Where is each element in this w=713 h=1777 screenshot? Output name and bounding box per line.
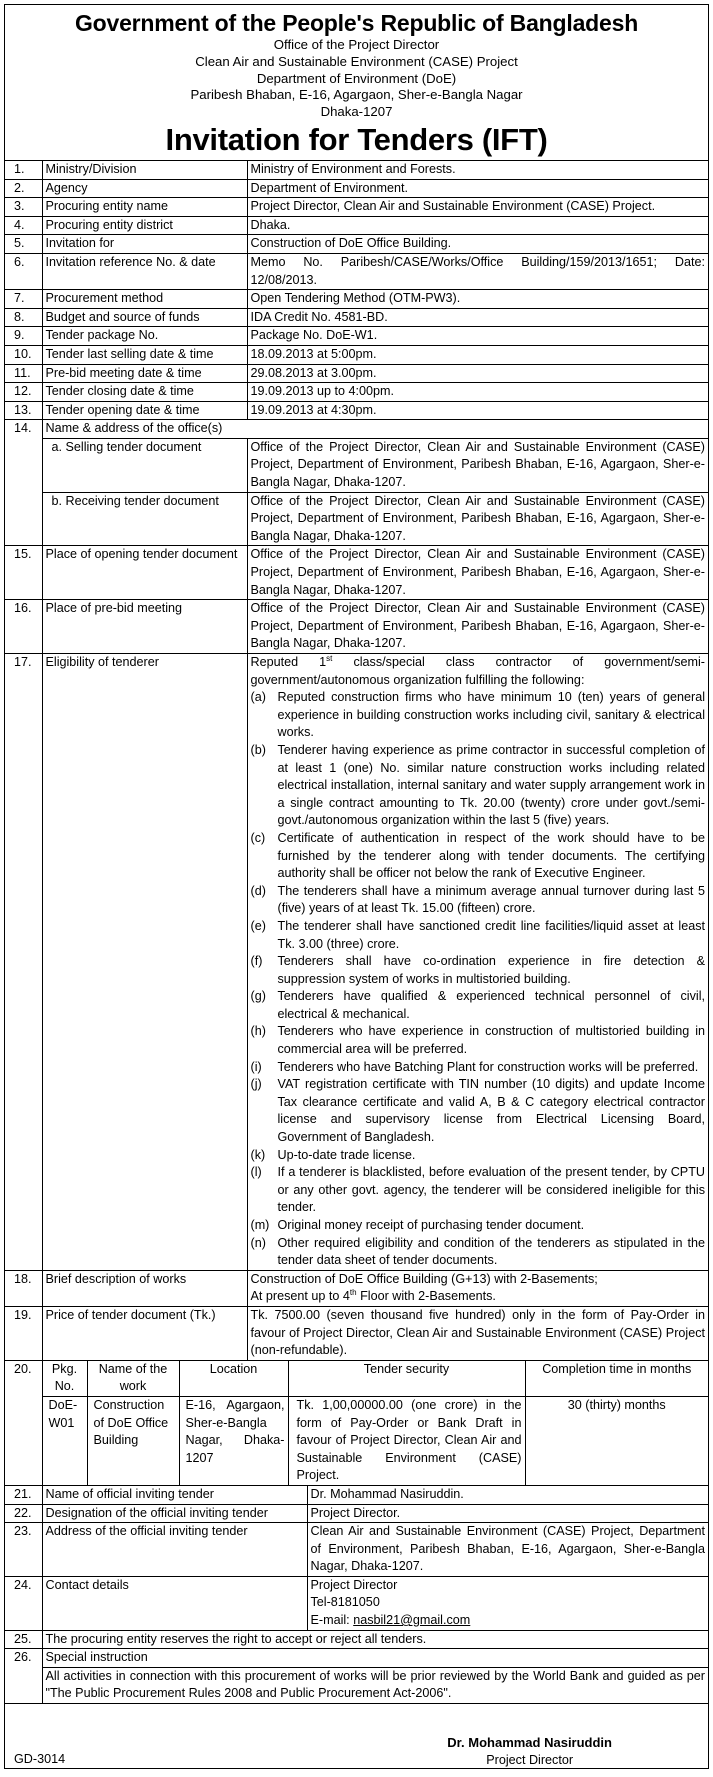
row-label: Tender opening date & time	[42, 401, 247, 420]
row-label: Brief description of works	[42, 1270, 247, 1306]
government-title: Government of the People's Republic of Bangladesh	[74, 10, 639, 36]
row-number: 4.	[5, 216, 42, 235]
eligibility-criteria	[247, 654, 708, 1271]
list-item: (m) Original money receipt of purchasing tender document.	[250, 1218, 585, 1233]
row-number: 22.	[5, 1504, 42, 1523]
row-value: Project Director.	[307, 1504, 708, 1523]
row-value: Project Director, Clean Air and Sustainable Environment (CASE) Project.	[247, 198, 708, 217]
row-value: Tk. 7500.00 (seven thousand five hundred) only in the form of Pay-Order in favour of Project Director, Clean Air and Sustainable Environment (CASE) Project (non-refundable).	[247, 1306, 708, 1360]
row-number: 20.	[5, 1361, 42, 1486]
row-label: Invitation reference No. & date	[42, 253, 247, 289]
table-row	[5, 198, 708, 217]
row-number: 9.	[5, 327, 42, 346]
notice-code: GD-3014	[14, 1752, 66, 1766]
table-row	[5, 216, 708, 235]
row-label: Tender closing date & time	[42, 383, 247, 402]
row-number: 3.	[5, 198, 42, 217]
row-value: Office of the Project Director, Clean Air and Sustainable Environment (CASE) Project, Department of Environment, Paribesh Bhaban, E-16, Agargaon, Sher-e-Bangla Nagar, Dhaka-1207.	[247, 546, 708, 600]
list-item: (h) Tenderers who have experience in construction of multistoried building in commercial area will be preferred.	[250, 1024, 705, 1057]
table-row	[5, 253, 708, 289]
special-instruction: All activities in connection with this procurement of works will be prior reviewed by the World Bank and guided as per "The Public Procurement Rules 2008 and Public Procurement Act-2006".	[42, 1667, 708, 1703]
row-number: 6.	[5, 253, 42, 289]
row-number: 18.	[5, 1270, 42, 1306]
list-item: (j) VAT registration certificate with TIN number (10 digits) and update Income Tax clearance certificate and valid A, B & C category electrical contractor license and supervisory license from Electrical Licensing Board, Government of Bangladesh.	[250, 1077, 705, 1145]
row-value: Package No. DoE-W1.	[247, 327, 708, 346]
office-address: Paribesh Bhaban, E-16, Agargaon, Sher-e-Bangla Nagar	[190, 87, 523, 103]
contact-details: Project Director Tel-8181050 E-mail: nasbil21@gmail.com	[307, 1576, 708, 1630]
row-value: IDA Credit No. 4581-BD.	[247, 308, 708, 327]
selling-office-label: a. Selling tender document	[42, 438, 247, 492]
row-label: Name & address of the office(s)	[42, 420, 708, 439]
row-label: Contact details	[42, 1576, 307, 1630]
row-number: 1.	[5, 160, 42, 179]
table-row	[5, 1504, 708, 1523]
notice-title: Invitation for Tenders (IFT)	[165, 121, 548, 157]
package-table	[5, 1361, 708, 1486]
column-header: Completion time in months	[525, 1361, 708, 1397]
table-row	[5, 1270, 708, 1306]
row-number: 25.	[5, 1630, 42, 1649]
row-number: 12.	[5, 383, 42, 402]
row-label: Special instruction	[42, 1649, 708, 1668]
notice-footer	[5, 1732, 708, 1768]
list-item: (c) Certificate of authentication in respect of the work should have to be furnished by the tenderer along with tender documents. The certifying authority shall be officer not below the rank of Executive Engineer.	[250, 830, 705, 881]
row-label: Name of official inviting tender	[42, 1486, 307, 1504]
official-table	[5, 1486, 708, 1704]
receiving-office-value: Office of the Project Director, Clean Air and Sustainable Environment (CASE) Project, Department of Environment, Paribesh Bhaban, E-16, Agargaon, Sher-e-Bangla Nagar, Dhaka-1207.	[247, 492, 708, 546]
table-row	[5, 383, 708, 402]
tender-notice	[4, 4, 709, 1769]
row-number: 23.	[5, 1523, 42, 1577]
row-number: 16.	[5, 600, 42, 654]
row-number: 10.	[5, 345, 42, 364]
table-row	[5, 1576, 708, 1630]
row-label: Tender last selling date & time	[42, 345, 247, 364]
row-value: 18.09.2013 at 5:00pm.	[247, 345, 708, 364]
package-number: DoE-W01	[42, 1396, 87, 1485]
row-label: Agency	[42, 179, 247, 198]
table-row	[5, 235, 708, 254]
table-row	[5, 438, 708, 492]
tender-security: Tk. 1,00,00000.00 (one crore) in the form of Pay-Order or Bank Draft in favour of Project Director, Clean Air and Sustainable Environment (CASE) Project.	[288, 1396, 525, 1485]
work-name: Construction of DoE Office Building	[87, 1396, 179, 1485]
row-number: 14.	[5, 420, 42, 546]
row-label: Address of the official inviting tender	[42, 1523, 307, 1577]
list-item: (e) The tenderer shall have sanctioned credit line facilities/liquid asset at least Tk. 3.00 (three) crore.	[250, 918, 705, 951]
table-row	[5, 654, 708, 1271]
table-row	[5, 364, 708, 383]
tender-details-table	[5, 160, 708, 1361]
selling-office-value: Office of the Project Director, Clean Air and Sustainable Environment (CASE) Project, Department of Environment, Paribesh Bhaban, E-16, Agargaon, Sher-e-Bangla Nagar, Dhaka-1207.	[247, 438, 708, 492]
table-row	[5, 420, 708, 439]
office-city: Dhaka-1207	[320, 104, 393, 120]
row-value: Dhaka.	[247, 216, 708, 235]
row-value: Memo No. Paribesh/CASE/Works/Office Building/159/2013/1651; Date: 12/08/2013.	[247, 253, 708, 289]
completion-time: 30 (thirty) months	[525, 1396, 708, 1485]
column-header: Pkg. No.	[42, 1361, 87, 1397]
row-label: Price of tender document (Tk.)	[42, 1306, 247, 1360]
signature-block	[447, 1734, 612, 1769]
row-label: Procuring entity district	[42, 216, 247, 235]
row-number: 5.	[5, 235, 42, 254]
table-row	[5, 546, 708, 600]
row-number: 24.	[5, 1576, 42, 1630]
table-row	[5, 308, 708, 327]
table-row	[5, 327, 708, 346]
office-name: Office of the Project Director	[273, 37, 440, 52]
email-link[interactable]: nasbil21@gmail.com	[353, 1613, 471, 1628]
table-row	[5, 179, 708, 198]
row-number: 19.	[5, 1306, 42, 1360]
receiving-office-label: b. Receiving tender document	[42, 492, 247, 546]
table-row	[5, 160, 708, 179]
table-row	[5, 1630, 708, 1649]
project-name: Clean Air and Sustainable Environment (CASE) Project	[195, 53, 518, 69]
table-row	[5, 401, 708, 420]
row-value: 19.09.2013 at 4:30pm.	[247, 401, 708, 420]
row-value: Clean Air and Sustainable Environment (CASE) Project, Department of Environment, Paribesh Bhaban, E-16, Agargaon, Sher-e-Bangla Nagar, Dhaka-1207.	[307, 1523, 708, 1577]
table-row	[5, 492, 708, 546]
row-label: Ministry/Division	[42, 160, 247, 179]
notice-header	[5, 9, 708, 158]
row-label: Place of pre-bid meeting	[42, 600, 247, 654]
row-value: 19.09.2013 up to 4:00pm.	[247, 383, 708, 402]
works-description: Construction of DoE Office Building (G+13) with 2-Basements; At present up to 4th Floor with 2-Basements.	[247, 1270, 708, 1306]
row-value: Construction of DoE Office Building.	[247, 235, 708, 254]
list-item: (a) Reputed construction firms who have minimum 10 (ten) years of general experience in building construction works including civil, sanitary & electrical works.	[250, 690, 705, 740]
list-item: (d) The tenderers shall have a minimum average annual turnover during last 5 (five) years of at least Tk. 15.00 (fifteen) crore.	[250, 883, 705, 916]
table-row	[5, 1486, 708, 1504]
row-number: 15.	[5, 546, 42, 600]
table-row	[5, 1361, 708, 1397]
row-label: Pre-bid meeting date & time	[42, 364, 247, 383]
row-number: 26.	[5, 1649, 42, 1704]
row-label: Procuring entity name	[42, 198, 247, 217]
row-value: Department of Environment.	[247, 179, 708, 198]
row-value: Office of the Project Director, Clean Air and Sustainable Environment (CASE) Project, Department of Environment, Paribesh Bhaban, E-16, Agargaon, Sher-e-Bangla Nagar, Dhaka-1207.	[247, 600, 708, 654]
work-location: E-16, Agargaon, Sher-e-Bangla Nagar, Dhaka-1207	[179, 1396, 288, 1485]
list-item: (k) Up-to-date trade license.	[250, 1147, 416, 1162]
row-label: Eligibility of tenderer	[42, 654, 247, 1271]
row-value: Dr. Mohammad Nasiruddin.	[307, 1486, 708, 1504]
table-row	[5, 1667, 708, 1703]
department-name: Department of Environment (DoE)	[256, 70, 457, 86]
table-row	[5, 600, 708, 654]
column-header: Name of the work	[87, 1361, 179, 1397]
row-label: Procurement method	[42, 290, 247, 309]
row-number: 8.	[5, 308, 42, 327]
row-label: Invitation for	[42, 235, 247, 254]
row-number: 17.	[5, 654, 42, 1271]
table-row	[5, 290, 708, 309]
table-row	[5, 1306, 708, 1360]
eligibility-list	[251, 689, 706, 1270]
list-item: (i) Tenderers who have Batching Plant for construction works will be preferred.	[250, 1059, 699, 1074]
row-label: Tender package No.	[42, 327, 247, 346]
row-label: Budget and source of funds	[42, 308, 247, 327]
row-number: 11.	[5, 364, 42, 383]
eligibility-intro: Reputed 1st class/special class contractor of government/semi-government/autonomous organization fulfilling the following:	[250, 653, 705, 687]
list-item: (n) Other required eligibility and condition of the tenderers as stipulated in the tender data sheet of tender documents.	[250, 1235, 705, 1268]
row-number: 21.	[5, 1486, 42, 1504]
list-item: (f) Tenderers shall have co-ordination experience in fire detection & suppression system of works in multistoried building.	[250, 954, 705, 986]
column-header: Location	[179, 1361, 288, 1397]
row-value: 29.08.2013 at 3.00pm.	[247, 364, 708, 383]
row-value: Ministry of Environment and Forests.	[247, 160, 708, 179]
table-row	[5, 345, 708, 364]
list-item: (g) Tenderers have qualified & experienced technical personnel of civil, electrical & mechanical.	[250, 989, 705, 1021]
row-label: Designation of the official inviting tender	[42, 1504, 307, 1523]
table-row	[5, 1649, 708, 1668]
table-row	[5, 1396, 708, 1485]
row-label: Place of opening tender document	[42, 546, 247, 600]
row-number: 7.	[5, 290, 42, 309]
row-value: Open Tendering Method (OTM-PW3).	[247, 290, 708, 309]
signatory-name: Dr. Mohammad Nasiruddin	[447, 1735, 612, 1750]
row-number: 2.	[5, 179, 42, 198]
row-value: The procuring entity reserves the right to accept or reject all tenders.	[42, 1630, 708, 1649]
list-item: (l) If a tenderer is blacklisted, before evaluation of the present tender, by CPTU or any other govt. agency, the tenderer will be considered ineligible for this tender.	[250, 1165, 705, 1215]
table-row	[5, 1523, 708, 1577]
column-header: Tender security	[288, 1361, 525, 1397]
signatory-designation: Project Director	[486, 1753, 574, 1767]
list-item: (b) Tenderer having experience as prime contractor in successful completion of at least 1 (one) No. similar nature construction works including related electrical installation, internal sanitary and water supply arrangement work in a single contract amounting to Tk. 20.00 (twenty) crore under govt./semi-govt./autonomous organization within the last 5 (five) years.	[250, 742, 705, 828]
row-number: 13.	[5, 401, 42, 420]
